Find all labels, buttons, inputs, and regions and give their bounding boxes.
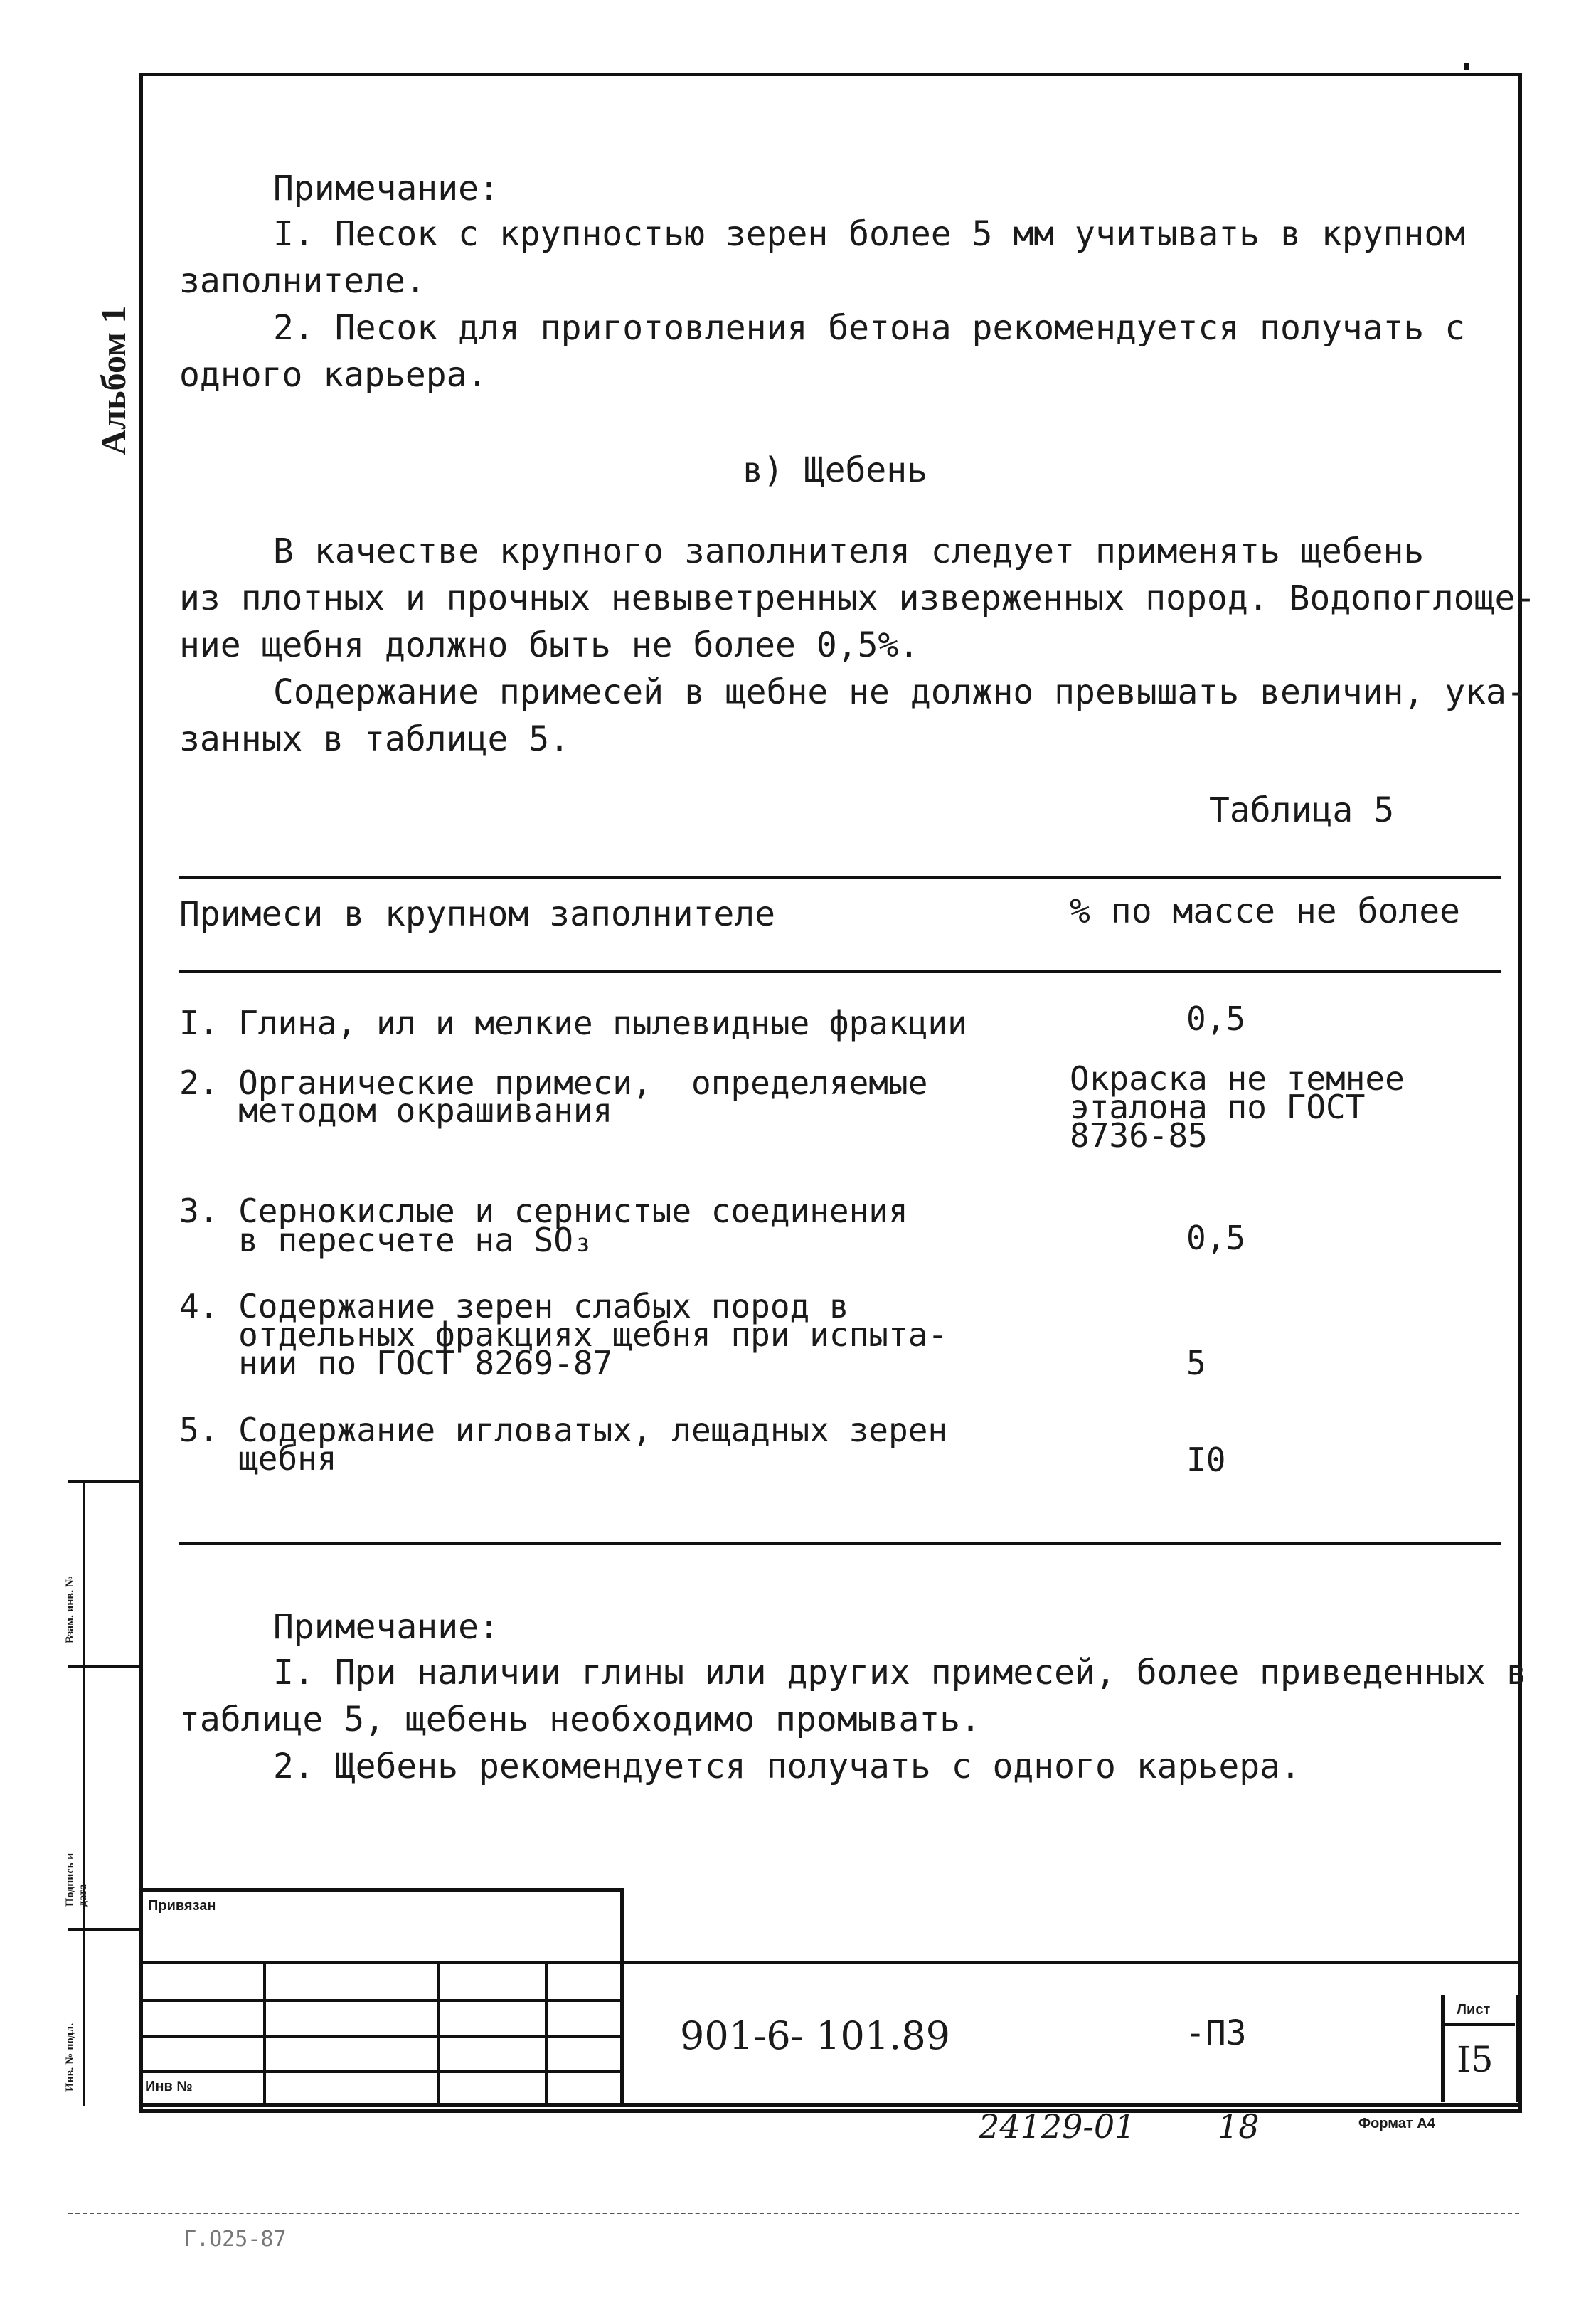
- table-row: [179, 1192, 908, 1259]
- table-cell-impurity-cont: в пересчете на SO₃: [179, 1221, 593, 1259]
- handwritten-sheet: 18: [1218, 2107, 1260, 2146]
- table-cell-impurity: 3. Сернокислые и сернистые соединения: [179, 1192, 908, 1230]
- bottom-code: Г.О25-87: [183, 2227, 287, 2252]
- title-block: [139, 1888, 1518, 2109]
- table-header-rule: [179, 970, 1501, 973]
- sand-note-item1: I. Песок с крупностью зерен более 5 мм учитывать в крупном: [273, 214, 1466, 254]
- section-title: в) Щебень: [743, 450, 928, 490]
- table-bottom-rule: [179, 1542, 1501, 1545]
- stamp-strip: [64, 1480, 139, 2106]
- gravel-note-item1: I. При наличии глины или других примесей, более приведенных в: [273, 1653, 1527, 1692]
- table-cell-value: 0,5: [1186, 1219, 1246, 1257]
- table-cell-impurity: 5. Содержание игловатых, лещадных зерен: [179, 1411, 948, 1449]
- stamp-label-signature: Подпись и дата: [64, 1853, 89, 1907]
- sand-note-heading: Примечание:: [273, 169, 499, 208]
- privyazan-label: Привязан: [148, 1898, 216, 1914]
- album-label: Альбом 1: [93, 305, 133, 455]
- gravel-note-item2: 2. Щебень рекомендуется получать с одного карьера.: [273, 1747, 1301, 1786]
- table-cell-impurity-cont: щебня: [179, 1439, 337, 1478]
- table-cell-impurity-cont: нии по ГОСТ 8269-87: [179, 1344, 613, 1382]
- table-header-impurity: Примеси в крупном заполнителе: [179, 894, 776, 934]
- sand-note-item2: 2. Песок для приготовления бетона рекомендуется получать с: [273, 308, 1466, 348]
- table-cell-value: Окраска не темнее эталона по ГОСТ 8736-85: [1070, 1059, 1405, 1155]
- gravel-note-item1-cont: таблице 5, щебень необходимо промывать.: [179, 1700, 981, 1739]
- paragraph-1-line-1: В качестве крупного заполнителя следует применять щебень: [273, 531, 1425, 571]
- format-label: Формат А4: [1358, 2116, 1435, 2131]
- stamp-label-inventory: Инв. № подл.: [64, 2023, 76, 2092]
- table-cell-impurity: 2. Органические примеси, определяемые: [179, 1064, 928, 1102]
- paragraph-2-line-2: занных в таблице 5.: [179, 719, 570, 759]
- table-row: [179, 1287, 948, 1382]
- table-row: [179, 1411, 948, 1478]
- table-cell-value: I0: [1186, 1441, 1226, 1479]
- table-cell-impurity-cont: отдельных фракциях щебня при испыта-: [179, 1315, 948, 1354]
- paragraph-2-line-1: Содержание примесей в щебне не должно превышать величин, ука-: [273, 672, 1527, 712]
- corner-mark: [1464, 63, 1469, 70]
- table-cell-impurity: I. Глина, ил и мелкие пылевидные фракции: [179, 1004, 967, 1042]
- gravel-note-heading: Примечание:: [273, 1607, 499, 1647]
- table-header-percent: % по массе не более: [1070, 891, 1461, 931]
- table-cell-value: 0,5: [1186, 1000, 1246, 1038]
- sand-note-item2-cont: одного карьера.: [179, 355, 488, 395]
- footer-rule: [68, 2213, 1519, 2214]
- sheet-label: Лист: [1457, 2002, 1491, 2018]
- sheet-number: I5: [1457, 2039, 1494, 2080]
- sand-note-item1-cont: заполнителе.: [179, 261, 426, 301]
- table-caption: Таблица 5: [1209, 790, 1395, 830]
- table-top-rule: [179, 876, 1501, 879]
- table-cell-impurity: 4. Содержание зерен слабых пород в: [179, 1287, 849, 1325]
- stamp-label-replace: Взам. инв. №: [64, 1575, 76, 1643]
- table-row: [179, 1064, 928, 1130]
- handwritten-number: 24129-01: [979, 2107, 1136, 2146]
- doc-code: 901-6- 101.89: [680, 2013, 951, 2058]
- paragraph-1-line-3: ние щебня должно быть не более 0,5%.: [179, 625, 920, 665]
- table-cell-impurity-cont: методом окрашивания: [179, 1091, 613, 1130]
- inventory-label: Инв №: [145, 2079, 193, 2094]
- paragraph-1-line-2: из плотных и прочных невыветренных изверженных пород. Водопоглоще-: [179, 578, 1536, 618]
- table-row: [179, 1004, 967, 1042]
- table-cell-value: 5: [1186, 1344, 1206, 1382]
- doc-suffix: -ПЗ: [1185, 2013, 1247, 2053]
